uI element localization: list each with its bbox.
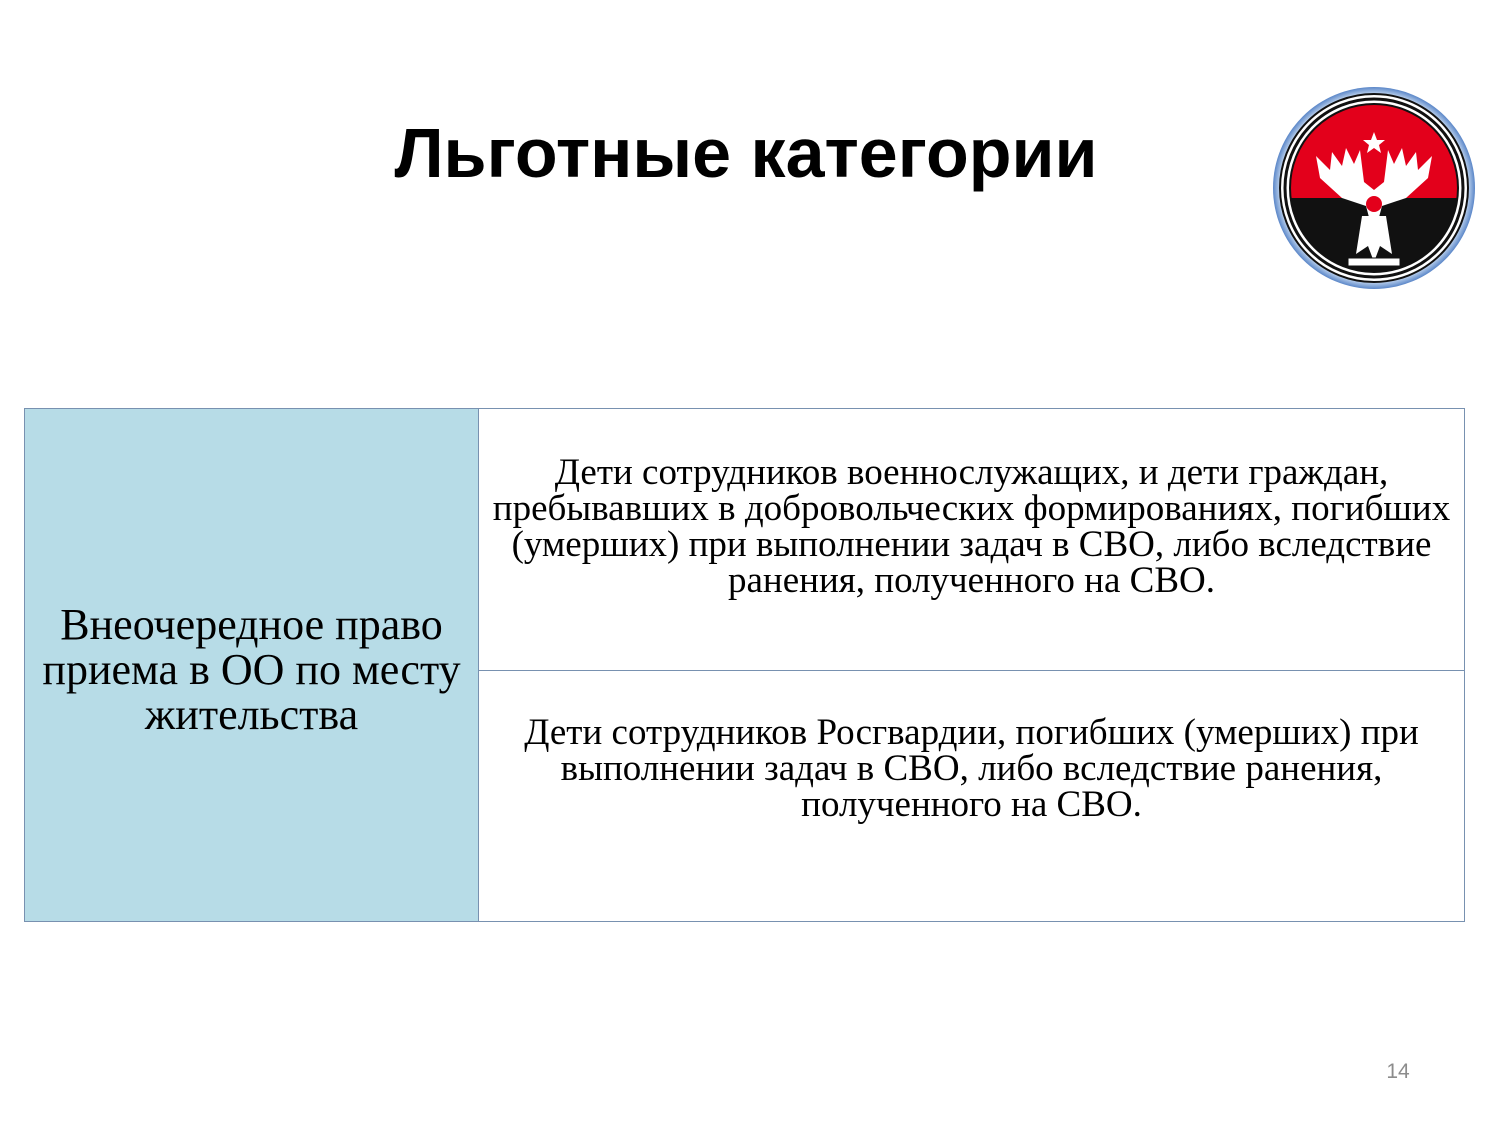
categories-column <box>479 409 1464 921</box>
row-text: Дети сотрудников военнослужащих, и дети граждан, пребывавших в добровольческих формированиях, погибших (умерших) при выполнении задач в СВО, либо вследствие ранения, полученного на СВО. <box>492 452 1451 601</box>
coat-of-arms-icon <box>1272 86 1476 290</box>
table-row <box>479 409 1464 671</box>
category-cell <box>25 409 479 921</box>
row-text: Дети сотрудников Росгвардии, погибших (умерших) при выполнении задач в СВО, либо вследствие ранения, полученного на СВО. <box>524 712 1419 825</box>
benefits-table <box>24 408 1465 922</box>
category-label: Внеочередное право приема в ОО по месту жительства <box>42 599 461 739</box>
page-number: 14 <box>1386 1060 1410 1083</box>
slide-title: Льготные категории <box>394 114 1098 192</box>
table-row <box>479 671 1464 921</box>
